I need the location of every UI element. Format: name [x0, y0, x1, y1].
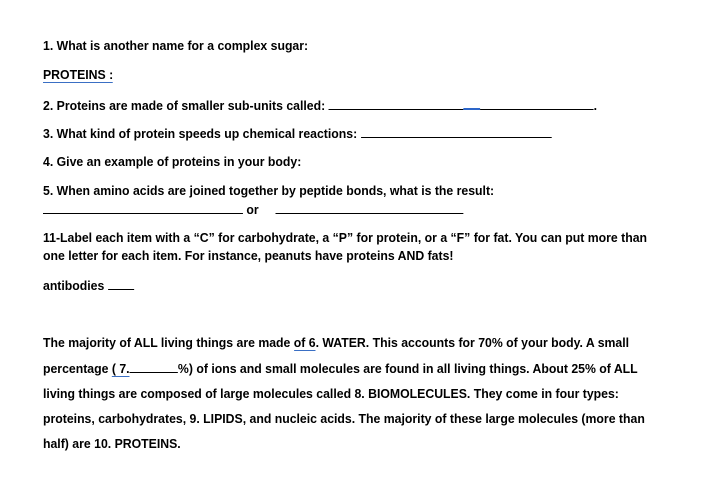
- question-5-answers: [43, 201, 648, 218]
- question-5-text: 5. When amino acids are joined together by peptide bonds, what is the result:: [43, 183, 495, 198]
- question-2: [43, 96, 648, 114]
- question-11-text-2: one letter for each item. For instance, peanuts have proteins AND fats!: [43, 248, 454, 263]
- answer-blank-3[interactable]: [361, 125, 552, 138]
- question-1: [43, 38, 648, 54]
- answer-blank-5b[interactable]: [276, 201, 464, 214]
- paragraph-text: The majority of ALL living things are made: [43, 335, 294, 350]
- answer-blank-7[interactable]: [130, 360, 178, 373]
- proteins-heading: [43, 67, 648, 83]
- blank-6: of 6: [293, 335, 316, 350]
- paragraph-text: proteins, carbohydrates, 9. LIPIDS, and nucleic acids. The majority of these large molecules (more than: [43, 411, 645, 426]
- antibodies-item: [43, 277, 648, 294]
- question-11-line-2: [43, 248, 648, 264]
- paragraph-text: %) of ions and small molecules are found in all living things. About 25% of ALL: [177, 361, 638, 376]
- paragraph-line-3: [43, 386, 648, 402]
- answer-blank-antibodies[interactable]: [108, 277, 134, 290]
- question-4: [43, 154, 648, 170]
- question-5: [43, 183, 648, 199]
- paragraph-line-1: [43, 335, 648, 351]
- proteins-heading-text: PROTEINS :: [43, 67, 114, 82]
- paragraph-line-4: [43, 411, 648, 427]
- antibodies-label: antibodies: [43, 278, 105, 293]
- question-2-end: .: [593, 98, 598, 113]
- paragraph-text: half) are 10. PROTEINS.: [43, 436, 181, 451]
- answer-blank-2a[interactable]: [329, 97, 464, 110]
- question-2-text: 2. Proteins are made of smaller sub-units called:: [43, 98, 326, 113]
- question-11-text-1: 11-Label each item with a “C” for carbohydrate, a “P” for protein, or a “F” for fat. You can put more than: [43, 230, 648, 245]
- blank-7-label: ( 7.: [111, 361, 130, 376]
- paragraph-text: . WATER. This accounts for 70% of your body. A small: [315, 335, 630, 350]
- question-1-text: 1. What is another name for a complex sugar:: [43, 38, 309, 53]
- answer-blank-2b[interactable]: [480, 97, 593, 110]
- question-3-text: 3. What kind of protein speeds up chemical reactions:: [43, 126, 358, 141]
- question-11-line-1: [43, 230, 648, 246]
- answer-blank-5a[interactable]: [43, 201, 243, 214]
- question-5-or: or: [246, 202, 259, 217]
- question-3: [43, 125, 648, 142]
- cursor-mark: [463, 96, 480, 110]
- paragraph-line-2: [43, 360, 648, 377]
- paragraph-line-5: [43, 436, 648, 452]
- paragraph-text: living things are composed of large molecules called 8. BIOMOLECULES. They come in four types:: [43, 386, 619, 401]
- paragraph-text: percentage: [43, 361, 112, 376]
- question-4-text: 4. Give an example of proteins in your body:: [43, 154, 302, 169]
